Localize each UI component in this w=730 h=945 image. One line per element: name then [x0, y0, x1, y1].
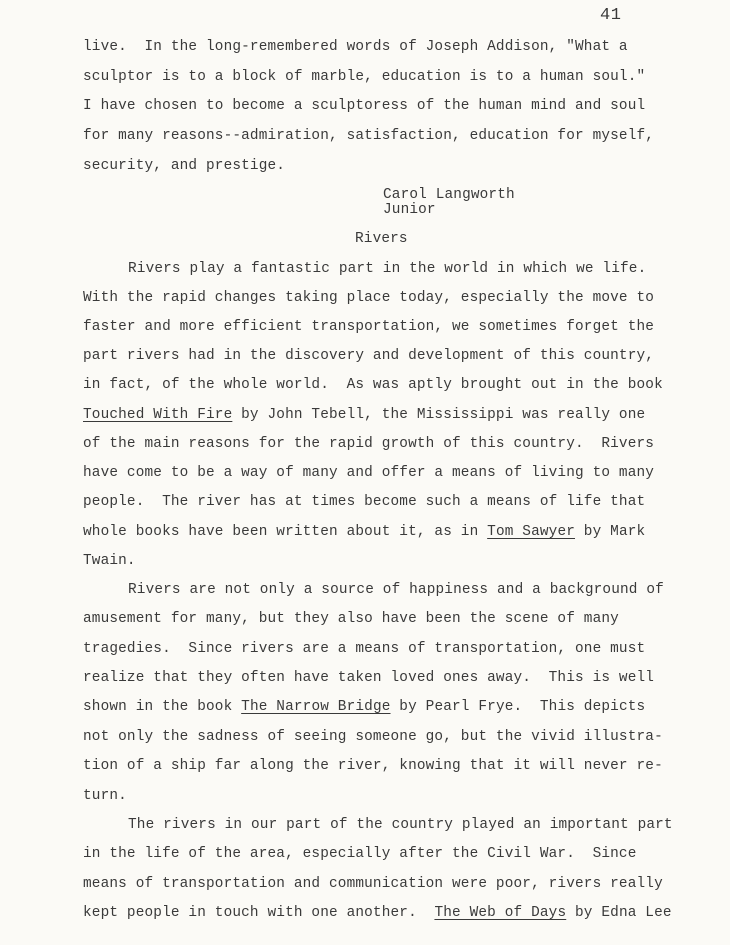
text-line: not only the sadness of seeing someone go, but the vivid illustra- — [83, 729, 663, 745]
text-line: realize that they often have taken loved ones away. This is well — [83, 670, 655, 686]
text-line: Rivers are not only a source of happiness and a background of — [128, 582, 664, 598]
text-line: Touched With Fire by John Tebell, the Mississippi was really one — [83, 407, 646, 423]
book-title: Touched With Fire — [83, 407, 233, 423]
book-title: The Web of Days — [434, 905, 567, 921]
text-line: Twain. — [83, 553, 136, 569]
book-title: The Narrow Bridge — [241, 699, 391, 715]
text-line: I have chosen to become a sculptoress of the human mind and soul — [83, 98, 646, 114]
text-line: means of transportation and communication were poor, rivers really — [83, 876, 663, 892]
essay-title: Rivers — [355, 231, 408, 247]
book-title: Tom Sawyer — [487, 524, 576, 540]
text-line: for many reasons--admiration, satisfaction, education for myself, — [83, 128, 655, 144]
text-line: have come to be a way of many and offer a means of living to many — [83, 465, 655, 481]
text-line: security, and prestige. — [83, 158, 286, 174]
text-line: whole books have been written about it, as in Tom Sawyer by Mark — [83, 524, 646, 540]
text-line: sculptor is to a block of marble, education is to a human soul." — [83, 69, 646, 85]
text-line: tragedies. Since rivers are a means of transportation, one must — [83, 641, 646, 657]
text-line: faster and more efficient transportation, we sometimes forget the — [83, 319, 655, 335]
text-line: turn. — [83, 788, 127, 804]
author-name: Carol Langworth — [383, 187, 515, 203]
text-line: live. In the long-remembered words of Joseph Addison, "What a — [83, 39, 628, 55]
text-line: Rivers play a fantastic part in the world in which we life. — [128, 261, 647, 277]
text-line: shown in the book The Narrow Bridge by Pearl Frye. This depicts — [83, 699, 646, 715]
author-grade: Junior — [383, 202, 436, 218]
page-number: 41 — [600, 6, 622, 25]
text-line: people. The river has at times become such a means of life that — [83, 494, 646, 510]
text-line: With the rapid changes taking place today, especially the move to — [83, 290, 655, 306]
text-line: amusement for many, but they also have been the scene of many — [83, 611, 619, 627]
text-line: kept people in touch with one another. The Web of Days by Edna Lee — [83, 905, 672, 921]
text-line: in the life of the area, especially after the Civil War. Since — [83, 846, 637, 862]
text-line: tion of a ship far along the river, knowing that it will never re- — [83, 758, 663, 774]
text-line: of the main reasons for the rapid growth of this country. Rivers — [83, 436, 655, 452]
text-line: part rivers had in the discovery and development of this country, — [83, 348, 655, 364]
text-line: The rivers in our part of the country played an important part — [128, 817, 673, 833]
text-line: in fact, of the whole world. As was aptly brought out in the book — [83, 377, 663, 393]
